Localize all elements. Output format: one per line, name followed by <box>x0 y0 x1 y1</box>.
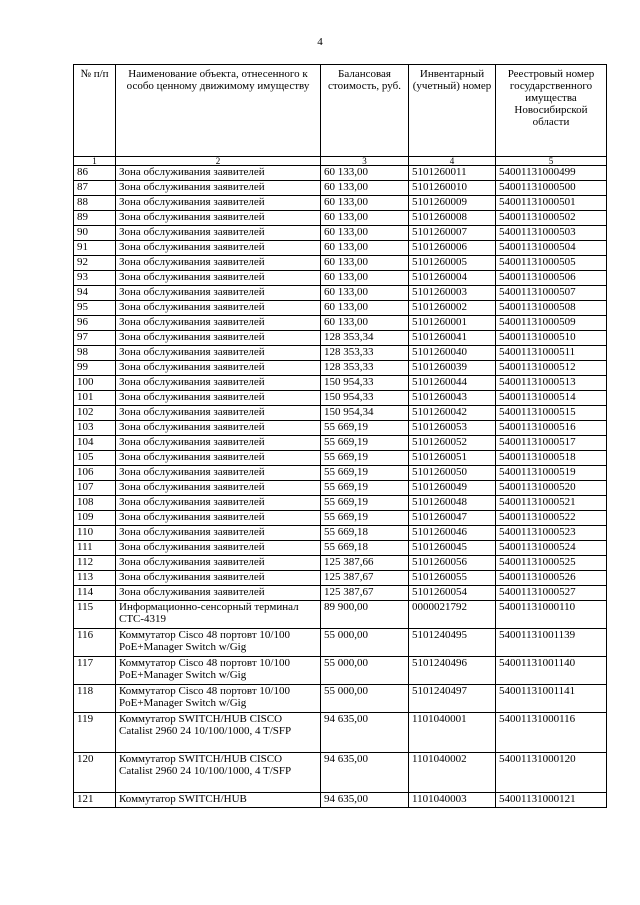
balance-cost: 150 954,33 <box>321 391 409 406</box>
registry-number: 54001131000527 <box>496 586 607 601</box>
inventory-number: 5101260003 <box>409 286 496 301</box>
balance-cost: 128 353,33 <box>321 361 409 376</box>
row-number: 109 <box>74 511 116 526</box>
balance-cost: 60 133,00 <box>321 211 409 226</box>
registry-number: 54001131001140 <box>496 657 607 685</box>
header-name: Наименование объекта, отнесенного к особо ценному движимому имуществу <box>116 65 321 157</box>
column-number: 2 <box>116 157 321 166</box>
object-name: Зона обслуживания заявителей <box>116 271 321 286</box>
column-number: 5 <box>496 157 607 166</box>
inventory-number: 5101260047 <box>409 511 496 526</box>
balance-cost: 60 133,00 <box>321 286 409 301</box>
table-row <box>74 451 607 466</box>
registry-number: 54001131000502 <box>496 211 607 226</box>
header-registry: Реестровый номер государственного имущества Новосибирской области <box>496 65 607 157</box>
page-number: 4 <box>317 36 323 48</box>
object-name: Зона обслуживания заявителей <box>116 316 321 331</box>
row-number: 105 <box>74 451 116 466</box>
inventory-number: 5101260001 <box>409 316 496 331</box>
balance-cost: 60 133,00 <box>321 271 409 286</box>
inventory-number: 5101260040 <box>409 346 496 361</box>
table-row <box>74 181 607 196</box>
object-name: Коммутатор SWITCH/HUB <box>116 793 321 808</box>
table-row <box>74 436 607 451</box>
inventory-number: 5101260051 <box>409 451 496 466</box>
inventory-number: 5101260004 <box>409 271 496 286</box>
table-row <box>74 391 607 406</box>
row-number: 104 <box>74 436 116 451</box>
registry-number: 54001131000525 <box>496 556 607 571</box>
row-number: 108 <box>74 496 116 511</box>
row-number: 89 <box>74 211 116 226</box>
row-number: 110 <box>74 526 116 541</box>
object-name: Зона обслуживания заявителей <box>116 196 321 211</box>
inventory-number: 5101260056 <box>409 556 496 571</box>
inventory-number: 1101040003 <box>409 793 496 808</box>
balance-cost: 55 669,19 <box>321 496 409 511</box>
table-row <box>74 331 607 346</box>
object-name: Зона обслуживания заявителей <box>116 376 321 391</box>
inventory-number: 5101260048 <box>409 496 496 511</box>
table-row <box>74 793 607 808</box>
inventory-number: 5101260052 <box>409 436 496 451</box>
balance-cost: 128 353,33 <box>321 346 409 361</box>
object-name: Зона обслуживания заявителей <box>116 166 321 181</box>
registry-number: 54001131000120 <box>496 753 607 793</box>
property-table <box>73 64 607 808</box>
column-number: 4 <box>409 157 496 166</box>
table-row <box>74 361 607 376</box>
row-number: 100 <box>74 376 116 391</box>
table-row <box>74 601 607 629</box>
registry-number: 54001131000514 <box>496 391 607 406</box>
registry-number: 54001131000504 <box>496 241 607 256</box>
balance-cost: 94 635,00 <box>321 753 409 793</box>
object-name: Зона обслуживания заявителей <box>116 361 321 376</box>
inventory-number: 5101260041 <box>409 331 496 346</box>
balance-cost: 125 387,66 <box>321 556 409 571</box>
row-number: 93 <box>74 271 116 286</box>
table-row <box>74 586 607 601</box>
object-name: Коммутатор Cisco 48 портовт 10/100 PoE+Manager Switch w/Gig <box>116 657 321 685</box>
object-name: Зона обслуживания заявителей <box>116 226 321 241</box>
header-number: № п/п <box>74 65 116 157</box>
balance-cost: 150 954,33 <box>321 376 409 391</box>
balance-cost: 60 133,00 <box>321 316 409 331</box>
balance-cost: 55 669,19 <box>321 421 409 436</box>
inventory-number: 5101260043 <box>409 391 496 406</box>
object-name: Зона обслуживания заявителей <box>116 256 321 271</box>
table-row <box>74 541 607 556</box>
inventory-number: 5101240495 <box>409 629 496 657</box>
registry-number: 54001131000501 <box>496 196 607 211</box>
inventory-number: 0000021792 <box>409 601 496 629</box>
table-row <box>74 241 607 256</box>
inventory-number: 5101260002 <box>409 301 496 316</box>
inventory-number: 5101240497 <box>409 685 496 713</box>
registry-number: 54001131000110 <box>496 601 607 629</box>
row-number: 99 <box>74 361 116 376</box>
object-name: Зона обслуживания заявителей <box>116 391 321 406</box>
table-row <box>74 166 607 181</box>
balance-cost: 60 133,00 <box>321 181 409 196</box>
object-name: Коммутатор SWITCH/HUB CISCO Catalist 2960 24 10/100/1000, 4 T/SFP <box>116 713 321 753</box>
table-row <box>74 753 607 793</box>
row-number: 98 <box>74 346 116 361</box>
row-number: 117 <box>74 657 116 685</box>
balance-cost: 89 900,00 <box>321 601 409 629</box>
table-row <box>74 713 607 753</box>
row-number: 88 <box>74 196 116 211</box>
inventory-number: 5101260007 <box>409 226 496 241</box>
row-number: 95 <box>74 301 116 316</box>
registry-number: 54001131000505 <box>496 256 607 271</box>
object-name: Зона обслуживания заявителей <box>116 331 321 346</box>
inventory-number: 5101260010 <box>409 181 496 196</box>
object-name: Зона обслуживания заявителей <box>116 421 321 436</box>
row-number: 120 <box>74 753 116 793</box>
inventory-number: 5101260049 <box>409 481 496 496</box>
row-number: 113 <box>74 571 116 586</box>
object-name: Информационно-сенсорный терминал СТС-4319 <box>116 601 321 629</box>
row-number: 97 <box>74 331 116 346</box>
inventory-number: 5101260006 <box>409 241 496 256</box>
row-number: 111 <box>74 541 116 556</box>
object-name: Зона обслуживания заявителей <box>116 526 321 541</box>
table-row <box>74 466 607 481</box>
registry-number: 54001131000500 <box>496 181 607 196</box>
registry-number: 54001131001139 <box>496 629 607 657</box>
table-row <box>74 685 607 713</box>
balance-cost: 55 669,18 <box>321 541 409 556</box>
inventory-number: 5101260039 <box>409 361 496 376</box>
row-number: 87 <box>74 181 116 196</box>
table-row <box>74 496 607 511</box>
table-row <box>74 256 607 271</box>
row-number: 101 <box>74 391 116 406</box>
balance-cost: 60 133,00 <box>321 226 409 241</box>
object-name: Зона обслуживания заявителей <box>116 346 321 361</box>
row-number: 112 <box>74 556 116 571</box>
balance-cost: 55 669,18 <box>321 526 409 541</box>
registry-number: 54001131000503 <box>496 226 607 241</box>
row-number: 103 <box>74 421 116 436</box>
table-row <box>74 301 607 316</box>
table-row <box>74 629 607 657</box>
balance-cost: 128 353,34 <box>321 331 409 346</box>
object-name: Зона обслуживания заявителей <box>116 301 321 316</box>
table-row <box>74 556 607 571</box>
balance-cost: 94 635,00 <box>321 793 409 808</box>
registry-number: 54001131000512 <box>496 361 607 376</box>
inventory-number: 5101260044 <box>409 376 496 391</box>
inventory-number: 5101260046 <box>409 526 496 541</box>
balance-cost: 55 669,19 <box>321 436 409 451</box>
object-name: Зона обслуживания заявителей <box>116 466 321 481</box>
balance-cost: 55 669,19 <box>321 481 409 496</box>
registry-number: 54001131000513 <box>496 376 607 391</box>
registry-number: 54001131000509 <box>496 316 607 331</box>
column-number: 3 <box>321 157 409 166</box>
inventory-number: 5101260042 <box>409 406 496 421</box>
row-number: 94 <box>74 286 116 301</box>
balance-cost: 125 387,67 <box>321 586 409 601</box>
object-name: Коммутатор Cisco 48 портовт 10/100 PoE+Manager Switch w/Gig <box>116 629 321 657</box>
registry-number: 54001131000515 <box>496 406 607 421</box>
object-name: Коммутатор SWITCH/HUB CISCO Catalist 2960 24 10/100/1000, 4 T/SFP <box>116 753 321 793</box>
inventory-number: 5101260045 <box>409 541 496 556</box>
table-row <box>74 196 607 211</box>
registry-number: 54001131001141 <box>496 685 607 713</box>
registry-number: 54001131000506 <box>496 271 607 286</box>
registry-number: 54001131000524 <box>496 541 607 556</box>
object-name: Зона обслуживания заявителей <box>116 286 321 301</box>
registry-number: 54001131000121 <box>496 793 607 808</box>
registry-number: 54001131000521 <box>496 496 607 511</box>
balance-cost: 60 133,00 <box>321 166 409 181</box>
row-number: 96 <box>74 316 116 331</box>
balance-cost: 55 669,19 <box>321 511 409 526</box>
row-number: 118 <box>74 685 116 713</box>
row-number: 90 <box>74 226 116 241</box>
inventory-number: 5101260054 <box>409 586 496 601</box>
row-number: 91 <box>74 241 116 256</box>
object-name: Зона обслуживания заявителей <box>116 571 321 586</box>
table-row <box>74 226 607 241</box>
row-number: 121 <box>74 793 116 808</box>
inventory-number: 5101260008 <box>409 211 496 226</box>
balance-cost: 125 387,67 <box>321 571 409 586</box>
registry-number: 54001131000522 <box>496 511 607 526</box>
balance-cost: 55 000,00 <box>321 657 409 685</box>
inventory-number: 1101040002 <box>409 753 496 793</box>
registry-number: 54001131000516 <box>496 421 607 436</box>
row-number: 106 <box>74 466 116 481</box>
table-row <box>74 657 607 685</box>
inventory-number: 5101260005 <box>409 256 496 271</box>
registry-number: 54001131000507 <box>496 286 607 301</box>
column-number: 1 <box>74 157 116 166</box>
table-row <box>74 271 607 286</box>
balance-cost: 60 133,00 <box>321 256 409 271</box>
balance-cost: 55 000,00 <box>321 629 409 657</box>
balance-cost: 150 954,34 <box>321 406 409 421</box>
object-name: Зона обслуживания заявителей <box>116 586 321 601</box>
balance-cost: 94 635,00 <box>321 713 409 753</box>
table-row <box>74 406 607 421</box>
table-row <box>74 316 607 331</box>
registry-number: 54001131000499 <box>496 166 607 181</box>
registry-number: 54001131000116 <box>496 713 607 753</box>
object-name: Коммутатор Cisco 48 портовт 10/100 PoE+Manager Switch w/Gig <box>116 685 321 713</box>
row-number: 116 <box>74 629 116 657</box>
inventory-number: 5101240496 <box>409 657 496 685</box>
object-name: Зона обслуживания заявителей <box>116 511 321 526</box>
table-row <box>74 571 607 586</box>
row-number: 92 <box>74 256 116 271</box>
balance-cost: 60 133,00 <box>321 241 409 256</box>
table-row <box>74 376 607 391</box>
object-name: Зона обслуживания заявителей <box>116 241 321 256</box>
inventory-number: 5101260009 <box>409 196 496 211</box>
inventory-number: 5101260050 <box>409 466 496 481</box>
object-name: Зона обслуживания заявителей <box>116 451 321 466</box>
object-name: Зона обслуживания заявителей <box>116 556 321 571</box>
header-inventory: Инвентарный (учетный) номер <box>409 65 496 157</box>
registry-number: 54001131000519 <box>496 466 607 481</box>
balance-cost: 55 669,19 <box>321 451 409 466</box>
table-row <box>74 511 607 526</box>
registry-number: 54001131000518 <box>496 451 607 466</box>
table-row <box>74 286 607 301</box>
table-row <box>74 481 607 496</box>
table-row <box>74 526 607 541</box>
header-cost: Балансовая стоимость, руб. <box>321 65 409 157</box>
registry-number: 54001131000508 <box>496 301 607 316</box>
registry-number: 54001131000517 <box>496 436 607 451</box>
registry-number: 54001131000523 <box>496 526 607 541</box>
registry-number: 54001131000510 <box>496 331 607 346</box>
object-name: Зона обслуживания заявителей <box>116 541 321 556</box>
inventory-number: 5101260011 <box>409 166 496 181</box>
table-row <box>74 346 607 361</box>
object-name: Зона обслуживания заявителей <box>116 481 321 496</box>
row-number: 102 <box>74 406 116 421</box>
registry-number: 54001131000520 <box>496 481 607 496</box>
object-name: Зона обслуживания заявителей <box>116 496 321 511</box>
row-number: 119 <box>74 713 116 753</box>
row-number: 114 <box>74 586 116 601</box>
registry-number: 54001131000511 <box>496 346 607 361</box>
object-name: Зона обслуживания заявителей <box>116 406 321 421</box>
object-name: Зона обслуживания заявителей <box>116 181 321 196</box>
balance-cost: 55 669,19 <box>321 466 409 481</box>
table-row <box>74 211 607 226</box>
row-number: 115 <box>74 601 116 629</box>
column-number-row <box>74 157 607 166</box>
balance-cost: 55 000,00 <box>321 685 409 713</box>
row-number: 107 <box>74 481 116 496</box>
inventory-number: 5101260055 <box>409 571 496 586</box>
balance-cost: 60 133,00 <box>321 196 409 211</box>
registry-number: 54001131000526 <box>496 571 607 586</box>
object-name: Зона обслуживания заявителей <box>116 436 321 451</box>
row-number: 86 <box>74 166 116 181</box>
table-header-row <box>74 65 607 157</box>
table-row <box>74 421 607 436</box>
inventory-number: 1101040001 <box>409 713 496 753</box>
inventory-number: 5101260053 <box>409 421 496 436</box>
object-name: Зона обслуживания заявителей <box>116 211 321 226</box>
balance-cost: 60 133,00 <box>321 301 409 316</box>
